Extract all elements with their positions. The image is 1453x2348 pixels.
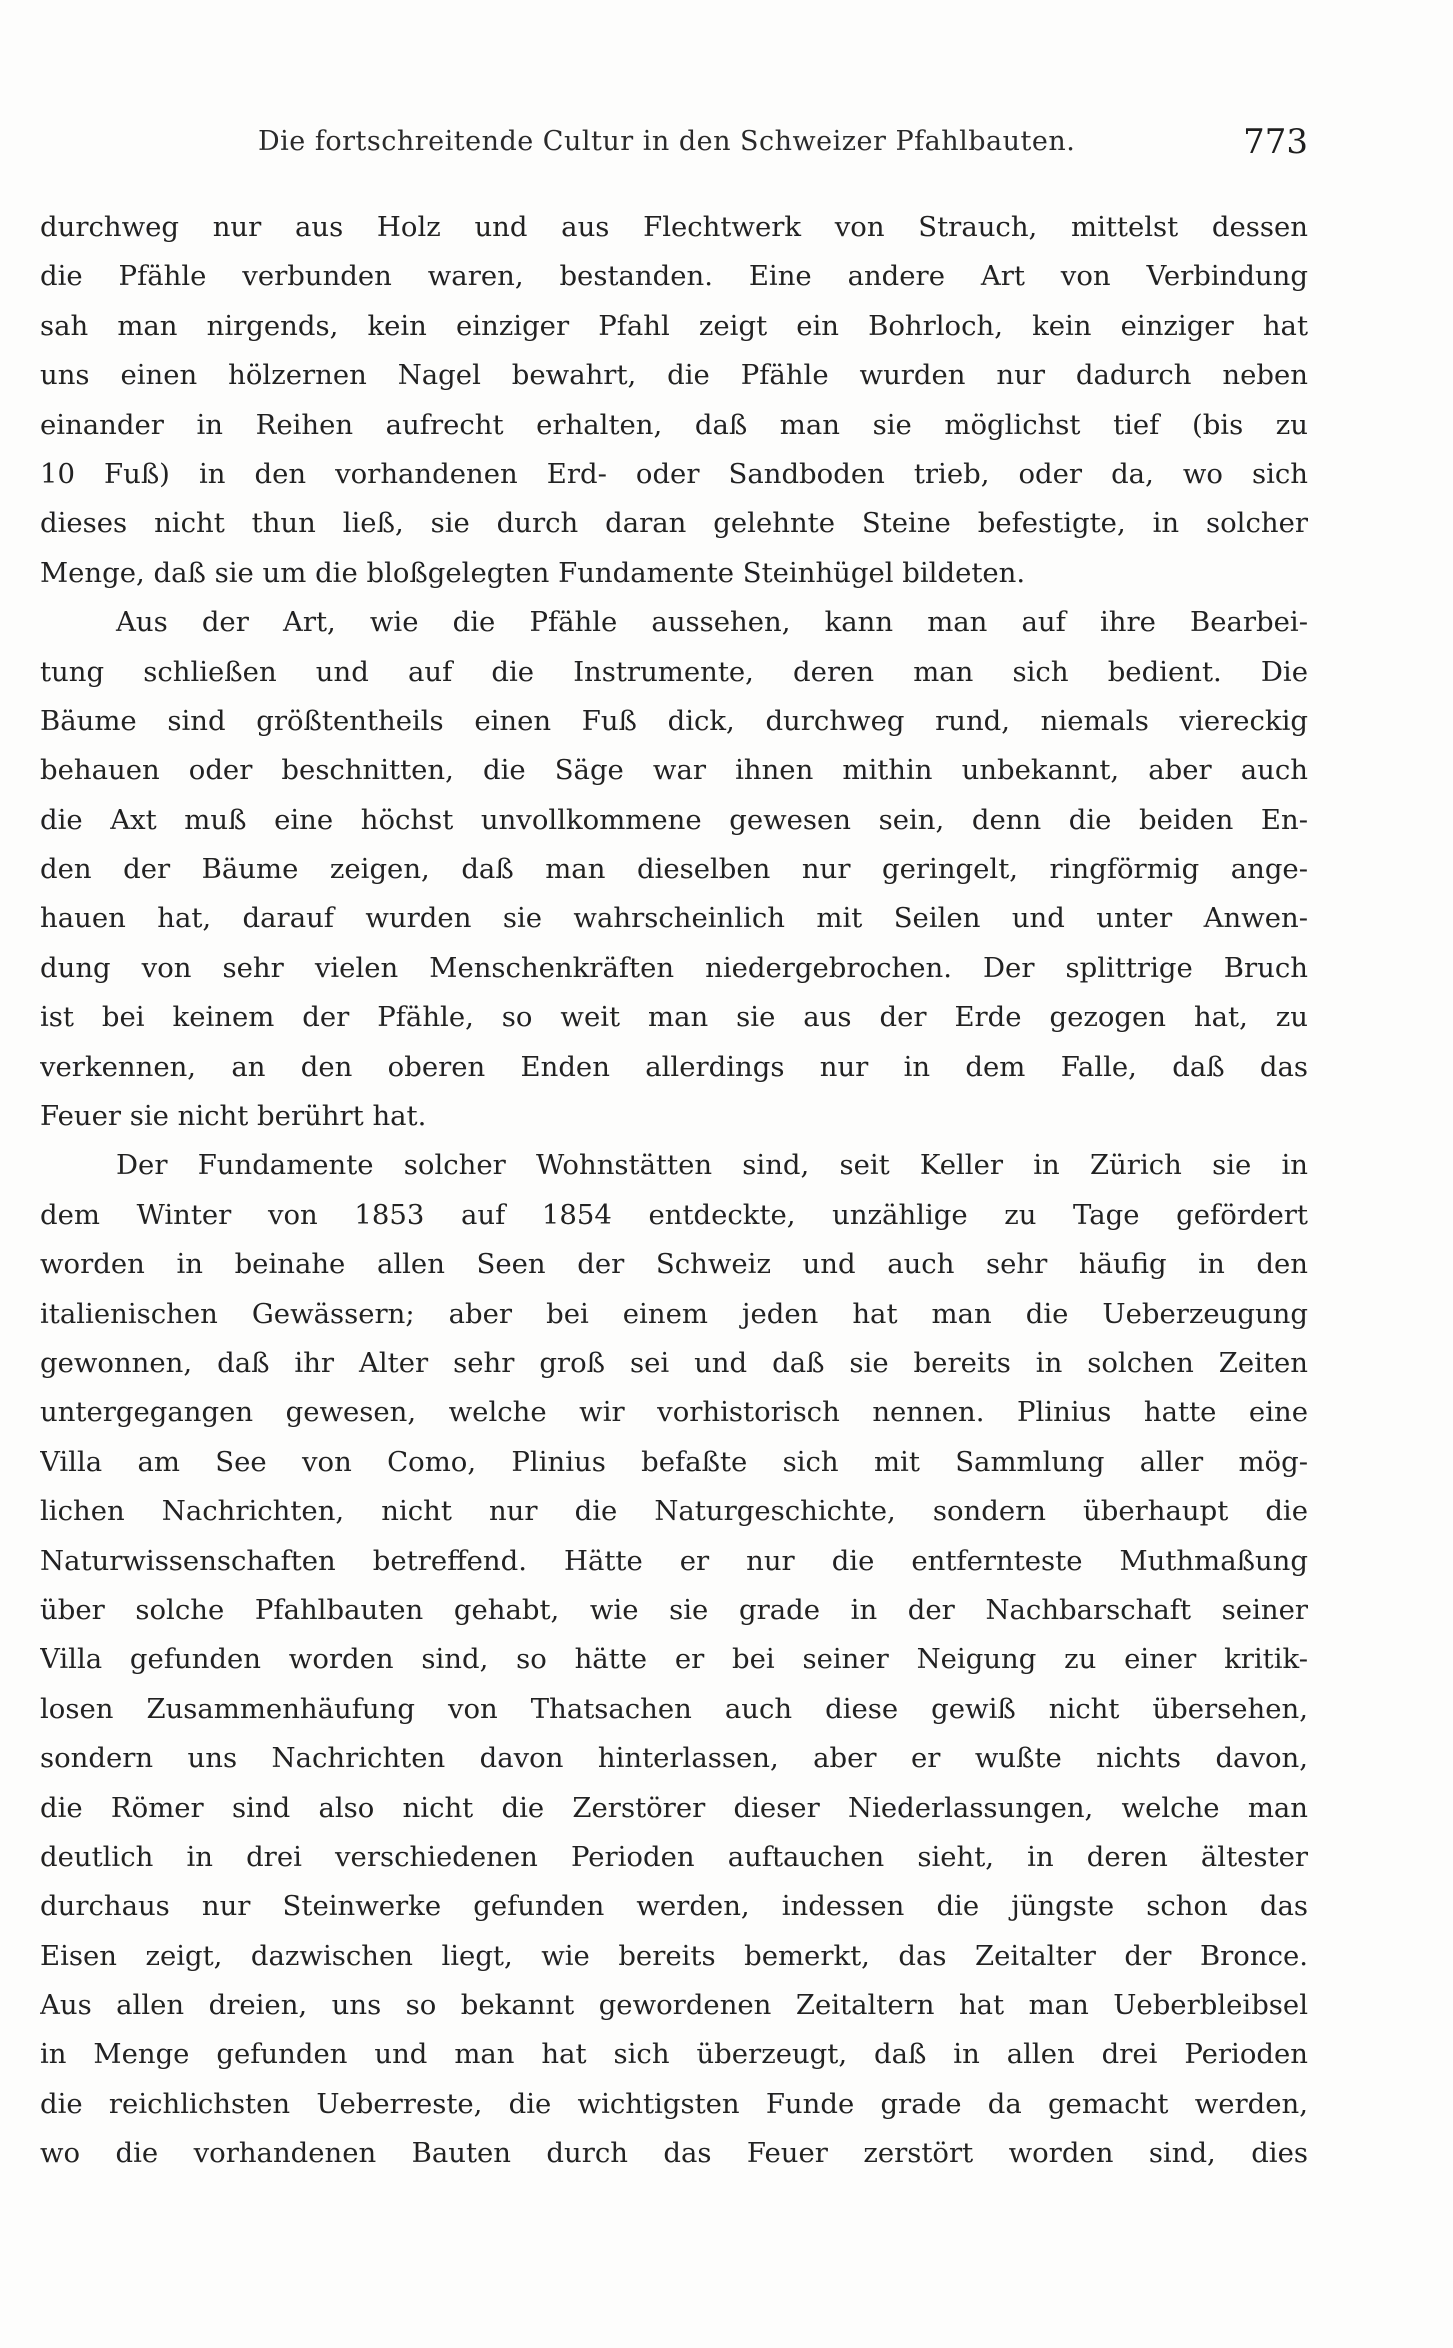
text-line: Villa gefunden worden sind, so hätte er bei seiner Neigung zu einer kritik- bbox=[40, 1643, 1308, 1676]
paragraph-end-line: Feuer sie nicht berührt hat. bbox=[40, 1100, 427, 1133]
page-number: 773 bbox=[1243, 122, 1308, 162]
text-line: Villa am See von Como, Plinius befaßte sich mit Sammlung aller mög- bbox=[40, 1445, 1308, 1478]
text-line: uns einen hölzernen Nagel bewahrt, die Pfähle wurden nur dadurch neben bbox=[40, 359, 1308, 392]
text-line: wo die vorhandenen Bauten durch das Feuer zerstört worden sind, dies bbox=[40, 2137, 1308, 2170]
page-header bbox=[258, 122, 1308, 172]
text-line: sondern uns Nachrichten davon hinterlassen, aber er wußte nichts davon, bbox=[40, 1742, 1308, 1775]
text-line: sah man nirgends, kein einziger Pfahl zeigt ein Bohrloch, kein einziger hat bbox=[40, 309, 1308, 342]
text-line: ist bei keinem der Pfähle, so weit man sie aus der Erde gezogen hat, zu bbox=[40, 1001, 1308, 1034]
text-line: die reichlichsten Ueberreste, die wichtigsten Funde grade da gemacht werden, bbox=[40, 2087, 1308, 2120]
text-line: behauen oder beschnitten, die Säge war ihnen mithin unbekannt, aber auch bbox=[40, 754, 1308, 787]
text-line: losen Zusammenhäufung von Thatsachen auch diese gewiß nicht übersehen, bbox=[40, 1692, 1308, 1725]
text-line: gewonnen, daß ihr Alter sehr groß sei und daß sie bereits in solchen Zeiten bbox=[40, 1346, 1308, 1379]
body-text bbox=[40, 203, 1308, 2179]
paragraph-start-line: Aus der Art, wie die Pfähle aussehen, kann man auf ihre Bearbei- bbox=[116, 606, 1308, 639]
paragraph-start-line: Der Fundamente solcher Wohnstätten sind, seit Keller in Zürich sie in bbox=[116, 1149, 1308, 1182]
text-line: Bäume sind größtentheils einen Fuß dick, durchweg rund, niemals viereckig bbox=[40, 704, 1308, 737]
text-line: die Pfähle verbunden waren, bestanden. Eine andere Art von Verbindung bbox=[40, 260, 1308, 293]
text-line: einander in Reihen aufrecht erhalten, daß man sie möglichst tief (bis zu bbox=[40, 408, 1308, 441]
text-line: durchaus nur Steinwerke gefunden werden, indessen die jüngste schon das bbox=[40, 1890, 1308, 1923]
text-line: lichen Nachrichten, nicht nur die Naturgeschichte, sondern überhaupt die bbox=[40, 1495, 1308, 1528]
text-line: in Menge gefunden und man hat sich überzeugt, daß in allen drei Perioden bbox=[40, 2038, 1308, 2071]
text-line: dem Winter von 1853 auf 1854 entdeckte, unzählige zu Tage gefördert bbox=[40, 1198, 1308, 1231]
text-line: den der Bäume zeigen, daß man dieselben nur geringelt, ringförmig ange- bbox=[40, 853, 1308, 886]
text-line: dung von sehr vielen Menschenkräften niedergebrochen. Der splittrige Bruch bbox=[40, 951, 1308, 984]
text-line: dieses nicht thun ließ, sie durch daran gelehnte Steine befestigte, in solcher bbox=[40, 507, 1308, 540]
text-line: hauen hat, darauf wurden sie wahrscheinlich mit Seilen und unter Anwen- bbox=[40, 902, 1308, 935]
text-line: untergegangen gewesen, welche wir vorhistorisch nennen. Plinius hatte eine bbox=[40, 1396, 1308, 1429]
text-line: Naturwissenschaften betreffend. Hätte er nur die entfernteste Muthmaßung bbox=[40, 1544, 1308, 1577]
text-line: worden in beinahe allen Seen der Schweiz und auch sehr häufig in den bbox=[40, 1248, 1308, 1281]
text-line: verkennen, an den oberen Enden allerdings nur in dem Falle, daß das bbox=[40, 1050, 1308, 1083]
text-line: über solche Pfahlbauten gehabt, wie sie grade in der Nachbarschaft seiner bbox=[40, 1593, 1308, 1626]
text-line: Eisen zeigt, dazwischen liegt, wie bereits bemerkt, das Zeitalter der Bronce. bbox=[40, 1939, 1308, 1972]
text-line: die Axt muß eine höchst unvollkommene gewesen sein, denn die beiden En- bbox=[40, 803, 1308, 836]
text-line: Aus allen dreien, uns so bekannt gewordenen Zeitaltern hat man Ueberbleibsel bbox=[40, 1989, 1308, 2022]
text-line: italienischen Gewässern; aber bei einem jeden hat man die Ueberzeugung bbox=[40, 1297, 1308, 1330]
text-line: die Römer sind also nicht die Zerstörer dieser Niederlassungen, welche man bbox=[40, 1791, 1308, 1824]
text-line: deutlich in drei verschiedenen Perioden auftauchen sieht, in deren ältester bbox=[40, 1840, 1308, 1873]
text-line: tung schließen und auf die Instrumente, deren man sich bedient. Die bbox=[40, 655, 1308, 688]
paragraph-end-line: Menge, daß sie um die bloßgelegten Fundamente Steinhügel bildeten. bbox=[40, 556, 1026, 589]
running-title: Die fortschreitende Cultur in den Schweizer Pfahlbauten. bbox=[258, 126, 1076, 157]
text-line: durchweg nur aus Holz und aus Flechtwerk von Strauch, mittelst dessen bbox=[40, 211, 1308, 243]
text-line: 10 Fuß) in den vorhandenen Erd- oder Sandboden trieb, oder da, wo sich bbox=[40, 457, 1308, 490]
